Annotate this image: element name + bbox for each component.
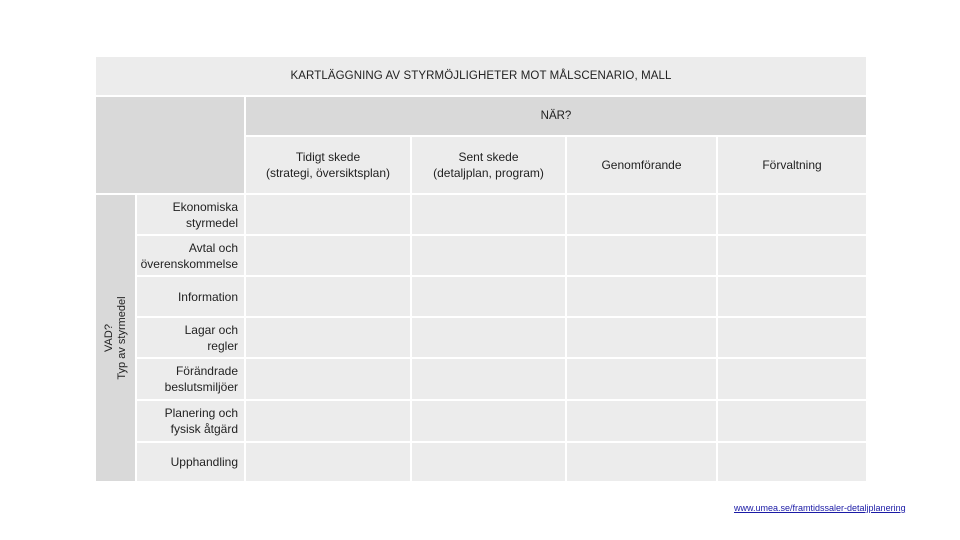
row-label-subtext: fysisk åtgärd	[170, 422, 238, 436]
grid-cell[interactable]	[718, 318, 866, 357]
row-label-decision-environments	[137, 359, 244, 399]
grid-cell[interactable]	[567, 236, 716, 275]
row-label-text: Information	[177, 289, 238, 304]
row-label-planning	[137, 401, 244, 441]
column-header-sublabel: (detaljplan, program)	[433, 166, 544, 180]
grid-cell[interactable]	[412, 236, 565, 275]
column-header-implementation	[567, 137, 716, 193]
grid-cell[interactable]	[246, 277, 410, 316]
row-label-text: Förändrade	[175, 364, 238, 378]
grid-cell[interactable]	[246, 236, 410, 275]
grid-cell[interactable]	[246, 359, 410, 399]
grid-cell[interactable]	[567, 277, 716, 316]
column-header-label: Förvaltning	[762, 158, 822, 172]
what-header-title: VAD?	[102, 324, 115, 352]
grid-cell[interactable]	[412, 277, 565, 316]
grid-cell[interactable]	[412, 359, 565, 399]
row-label-subtext: överenskommelse	[140, 256, 238, 271]
grid-cell[interactable]	[246, 401, 410, 441]
grid-cell[interactable]	[567, 401, 716, 441]
footer-link[interactable]: www.umea.se/framtidssaler-detaljplanering	[734, 503, 906, 513]
grid-cell[interactable]	[412, 443, 565, 481]
row-label-text: Upphandling	[170, 455, 238, 469]
row-label-text: Lagar och	[184, 322, 238, 337]
when-header	[246, 97, 866, 135]
column-header-early	[246, 137, 410, 193]
grid-cell[interactable]	[718, 236, 866, 275]
row-label-text: Planering och	[164, 406, 238, 420]
grid-cell[interactable]	[246, 443, 410, 481]
grid-cell[interactable]	[718, 401, 866, 441]
column-header-label: Sent skede	[458, 150, 519, 164]
grid-cell[interactable]	[718, 277, 866, 316]
row-label-information	[137, 277, 244, 316]
grid-cell[interactable]	[567, 359, 716, 399]
column-header-management	[718, 137, 866, 193]
grid-cell[interactable]	[412, 195, 565, 234]
row-label-text: Ekonomiska	[172, 199, 238, 214]
grid-cell[interactable]	[246, 318, 410, 357]
row-label-subtext: styrmedel	[185, 215, 238, 230]
when-header-text: NÄR?	[540, 110, 572, 122]
grid-cell[interactable]	[412, 318, 565, 357]
title-text: KARTLÄGGNING AV STYRMÖJLIGHETER MOT MÅLSCENARIO, MALL	[290, 70, 672, 82]
header-corner	[96, 97, 244, 193]
row-label-subtext: regler	[207, 338, 238, 353]
row-label-subtext: beslutsmiljöer	[164, 380, 238, 394]
row-label-agreements	[137, 236, 244, 275]
grid-cell[interactable]	[246, 195, 410, 234]
grid-cell[interactable]	[567, 195, 716, 234]
row-label-text: Avtal och	[188, 240, 238, 255]
page-title	[96, 57, 866, 95]
grid-cell[interactable]	[567, 318, 716, 357]
row-label-laws	[137, 318, 244, 357]
grid-cell[interactable]	[412, 401, 565, 441]
row-label-economic	[137, 195, 244, 234]
column-header-label: Tidigt skede	[295, 150, 361, 164]
grid-cell[interactable]	[718, 195, 866, 234]
grid-cell[interactable]	[718, 443, 866, 481]
grid-cell[interactable]	[567, 443, 716, 481]
column-header-late	[412, 137, 565, 193]
column-header-sublabel: (strategi, översiktsplan)	[265, 166, 391, 180]
column-header-label: Genomförande	[601, 158, 682, 172]
what-header	[96, 195, 135, 481]
what-header-subtitle: Typ av styrmedel	[115, 296, 128, 380]
grid-cell[interactable]	[718, 359, 866, 399]
row-label-procurement	[137, 443, 244, 481]
